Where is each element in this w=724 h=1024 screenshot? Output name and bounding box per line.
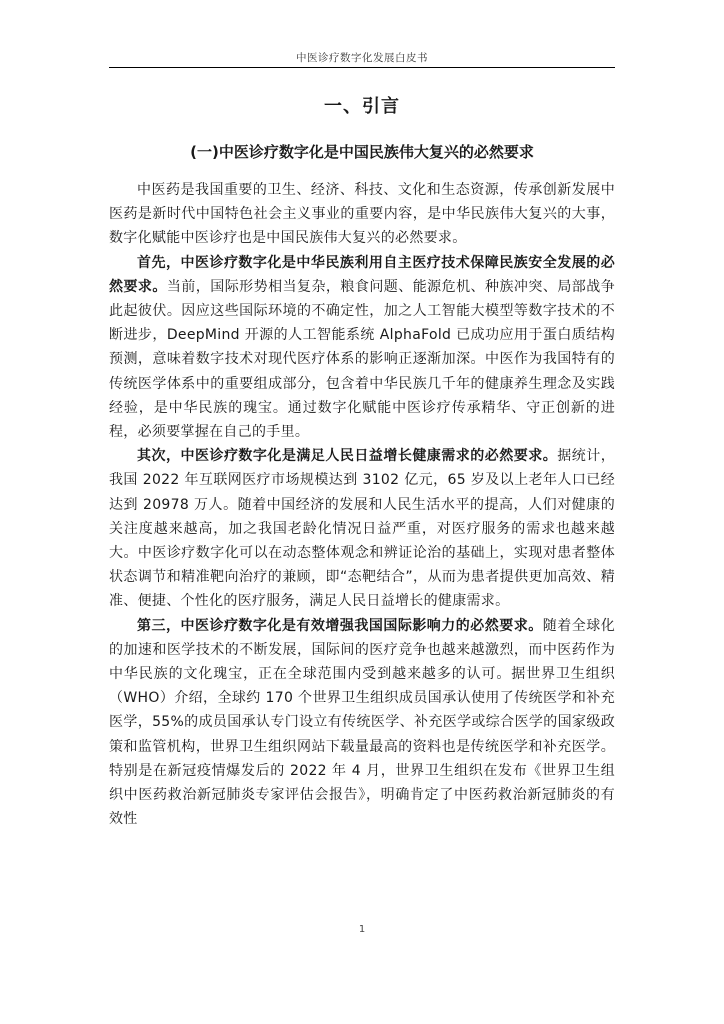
paragraph-second-point-lead: 其次，中医诊疗数字化是满足人民日益增长健康需求的必然要求。 [137, 448, 558, 465]
header-divider [109, 67, 615, 68]
paragraph-intro [109, 178, 615, 251]
subsection-title: (一)中医诊疗数字化是中国民族伟大复兴的必然要求 [190, 143, 534, 161]
running-header: 中医诊疗数字化发展白皮书 [296, 52, 428, 64]
paragraph-second-point-text: 据统计，我国 2022 年互联网医疗市场规模达到 3102 亿元，65 岁及以上老年人口已经达到 20978 万人。随着中国经济的发展和人民生活水平的提高，人们对健康的关注度越来越高，加之我国老龄化情况日益严重，对医疗服务的需求也越来越大。中医诊疗数字化可以在动态整体观念和辨证论治的基础上，实现对患者整体状态调节和精准靶向治疗的兼顾，即“态靶结合”，从而为患者提供更加高效、精准、便捷、个性化的医疗服务，满足人民日益增长的健康需求。 [109, 448, 616, 610]
paragraph-first-point [109, 251, 615, 445]
paragraph-second-point [109, 444, 615, 613]
paragraph-intro-text: 中医药是我国重要的卫生、经济、科技、文化和生态资源，传承创新发展中医药是新时代中国特色社会主义事业的重要内容，是中华民族伟大复兴的大事，数字化赋能中医诊疗也是中国民族伟大复兴的必然要求。 [109, 182, 615, 247]
paragraph-first-point-text: 当前，国际形势相当复杂，粮食问题、能源危机、种族冲突、局部战争此起彼伏。因应这些国际环境的不确定性，加之人工智能大模型等数字技术的不断进步，DeepMind 开源的人工智能系统 AlphaFold 已成功应用于蛋白质结构预测，意味着数字技术对现代医疗体系的影响正逐渐加深。中医作为我国特有的传统医学体系中的重要组成部分，包含着中华民族几千年的健康养生理念及实践经验，是中华民族的瑰宝。通过数字化赋能中医诊疗传承精华、守正创新的进程，必须要掌握在自己的手里。 [109, 278, 615, 441]
section-title: 一、引言 [324, 96, 400, 117]
paragraph-first-point-lead: 首先，中医诊疗数字化是中华民族利用自主医疗技术保障民族安全发展的必然要求。 [109, 254, 615, 295]
body-text [109, 178, 615, 831]
paragraph-third-point-text: 随着全球化的加速和医学技术的不断发展，国际间的医疗竞争也越来越激烈，而中医药作为中华民族的文化瑰宝，正在全球范围内受到越来越多的认可。据世界卫生组织（WHO）介绍，全球约 170 个世界卫生组织成员国承认使用了传统医学和补充医学，55%的成员国承认专门设立有传统医学、补充医学或综合医学的国家级政策和监管机构，世界卫生组织网站下载量最高的资料也是传统医学和补充医学。特别是在新冠疫情爆发后的 2022 年 4 月，世界卫生组织在发布《世界卫生组织中医药救治新冠肺炎专家评估会报告》，明确肯定了中医药救治新冠肺炎的有效性 [109, 617, 615, 828]
paragraph-third-point-lead: 第三，中医诊疗数字化是有效增强我国国际影响力的必然要求。 [137, 617, 543, 634]
page-number: 1 [358, 924, 366, 935]
paragraph-third-point [109, 614, 615, 832]
